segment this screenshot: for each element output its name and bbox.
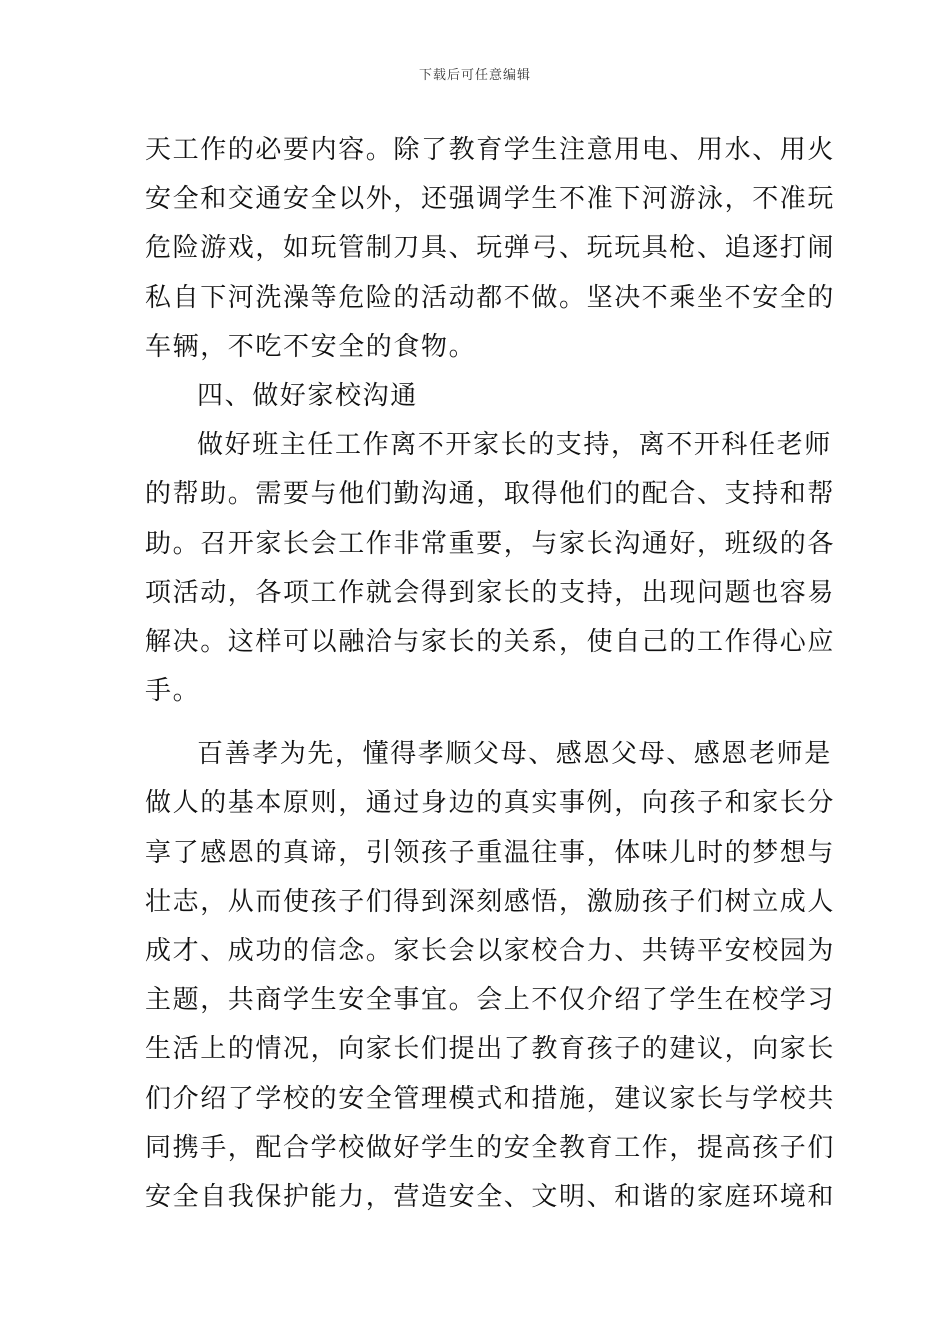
text-line: 主题，共商学生安全事宜。会上不仅介绍了学生在校学习 bbox=[145, 985, 836, 1016]
text-line: 危险游戏，如玩管制刀具、玩弹弓、玩玩具枪、追逐打闹 bbox=[145, 233, 836, 264]
document-body bbox=[145, 126, 836, 1222]
text-line: 项活动，各项工作就会得到家长的支持，出现问题也容易 bbox=[145, 577, 836, 608]
text-line: 壮志，从而使孩子们得到深刻感悟，激励孩子们树立成人 bbox=[145, 886, 836, 917]
text-line: 百善孝为先，懂得孝顺父母、感恩父母、感恩老师是 bbox=[197, 739, 832, 770]
section-heading: 四、做好家校沟通 bbox=[197, 380, 418, 411]
text-line: 成才、成功的信念。家长会以家校合力、共铸平安校园为 bbox=[145, 936, 836, 966]
text-line: 天工作的必要内容。除了教育学生注意用电、用水、用火 bbox=[145, 135, 836, 165]
text-line: 安全和交通安全以外，还强调学生不准下河游泳，不准玩 bbox=[145, 184, 836, 215]
text-line: 做好班主任工作离不开家长的支持，离不开科任老师 bbox=[197, 430, 832, 461]
text-line: 做人的基本原则，通过身边的真实事例，向孩子和家长分 bbox=[145, 788, 836, 819]
text-line: 助。召开家长会工作非常重要，与家长沟通好，班级的各 bbox=[145, 528, 836, 559]
paragraph-spacer bbox=[145, 716, 813, 730]
paragraph-filial-piety bbox=[145, 730, 836, 1222]
page-header: 下载后可任意编辑 bbox=[418, 68, 531, 83]
text-line: 解决。这样可以融洽与家长的关系，使自己的工作得心应 bbox=[145, 626, 836, 657]
text-line: 私自下河洗澡等危险的活动都不做。坚决不乘坐不安全的 bbox=[145, 282, 836, 313]
text-line: 手。 bbox=[145, 676, 201, 707]
text-line: 车辆，不吃不安全的食物。 bbox=[145, 331, 477, 362]
text-line: 生活上的情况，向家长们提出了教育孩子的建议，向家长 bbox=[145, 1034, 836, 1065]
text-line: 安全自我保护能力，营造安全、文明、和谐的家庭环境和 bbox=[145, 1181, 836, 1212]
text-line: 同携手，配合学校做好学生的安全教育工作，提高孩子们 bbox=[145, 1132, 836, 1163]
text-line: 们介绍了学校的安全管理模式和措施，建议家长与学校共 bbox=[145, 1083, 836, 1114]
text-line: 的帮助。需要与他们勤沟通，取得他们的配合、支持和帮 bbox=[145, 479, 836, 510]
paragraph-home-school-communication bbox=[145, 421, 836, 716]
paragraph-safety-education bbox=[145, 126, 836, 372]
text-line: 享了感恩的真谛，引领孩子重温往事，体味儿时的梦想与 bbox=[145, 837, 836, 868]
